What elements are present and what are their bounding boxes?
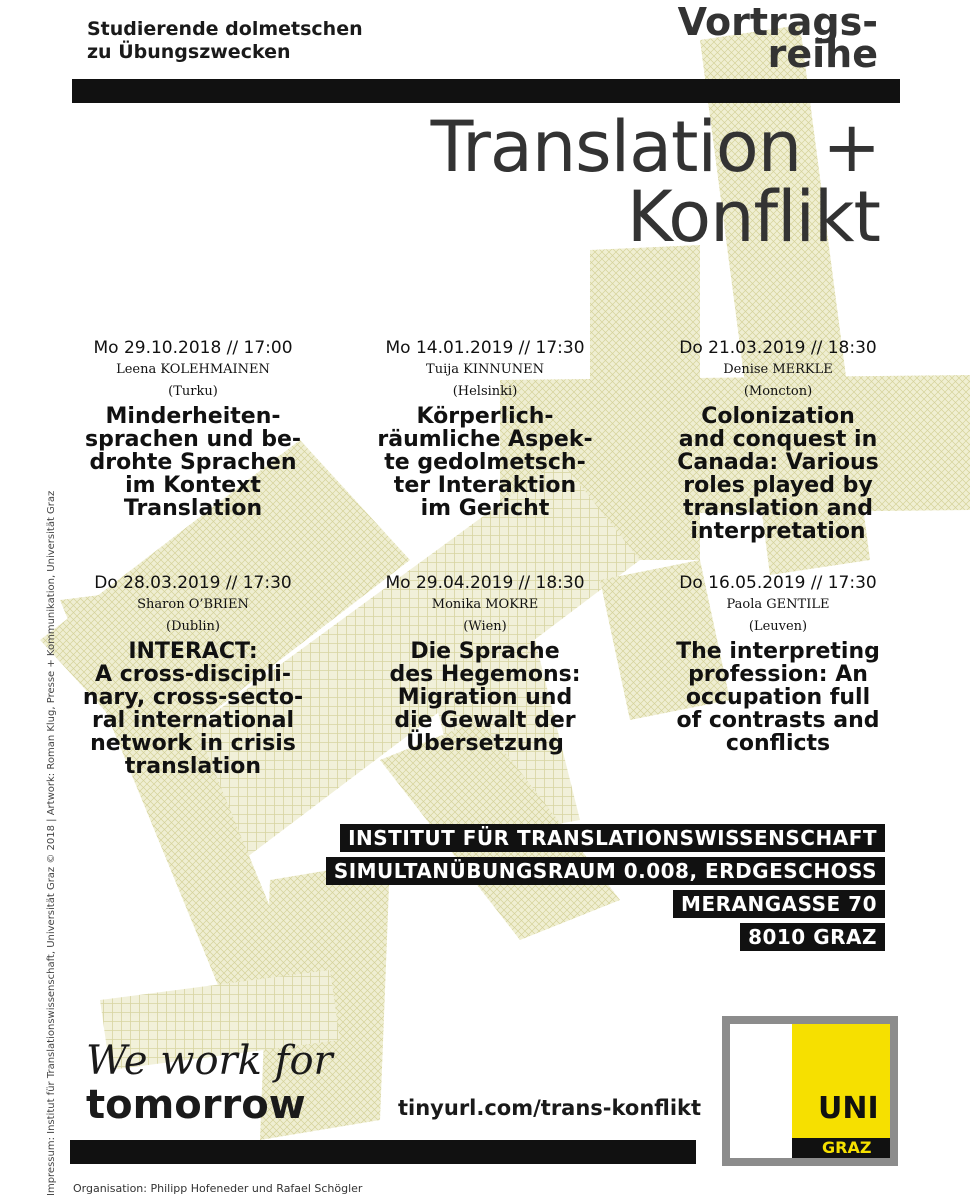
topic-line: Colonization <box>701 404 855 429</box>
subtitle-line-2: zu Übungszwecken <box>87 41 291 63</box>
uni-graz-logo <box>722 1016 898 1166</box>
lecture-5 <box>350 572 620 755</box>
lecture-city: (Moncton) <box>743 384 813 399</box>
lecture-date: Mo 29.10.2018 // 17:00 <box>93 338 293 358</box>
page-title <box>380 106 880 258</box>
topic-line: translation <box>124 754 262 779</box>
series-line-1: Vortrags- <box>677 0 878 44</box>
series-label <box>658 0 878 76</box>
topic-line: A cross-discipli- <box>95 662 291 687</box>
lecture-date: Mo 29.04.2019 // 18:30 <box>385 573 585 593</box>
subtitle <box>87 18 363 64</box>
topic-line: im Gericht <box>420 496 550 521</box>
slogan-line-2: tomorrow <box>86 1082 306 1128</box>
venue-line-2: SIMULTANÜBUNGSRAUM 0.008, ERDGESCHOSS <box>326 857 885 885</box>
lecture-speaker: Monika MOKRE <box>431 597 539 612</box>
lecture-1 <box>58 337 328 520</box>
lecture-speaker: Leena KOLEHMAINEN <box>116 362 270 377</box>
topic-line: die Gewalt der <box>394 708 576 733</box>
topic-line: drohte Sprachen <box>89 450 297 475</box>
lecture-4 <box>58 572 328 778</box>
topic-line: des Hegemons: <box>389 662 581 687</box>
bottom-divider-bar <box>70 1140 696 1164</box>
title-line-2: Konflikt <box>626 176 880 258</box>
lecture-city: (Helsinki) <box>452 384 518 399</box>
lecture-topic <box>58 640 328 778</box>
slogan-line-1: We work for <box>86 1038 333 1084</box>
logo-text-uni: UNI <box>818 1091 879 1126</box>
topic-line: ter Interaktion <box>393 473 577 498</box>
topic-line: roles played by <box>683 473 873 498</box>
lecture-date: Mo 14.01.2019 // 17:30 <box>385 338 585 358</box>
topic-line: of contrasts and <box>676 708 880 733</box>
event-url-link[interactable]: tinyurl.com/trans-konflikt <box>398 1096 702 1120</box>
lecture-city: (Turku) <box>168 384 218 399</box>
subtitle-line-1: Studierende dolmetschen <box>87 18 363 40</box>
topic-line: ral international <box>91 708 295 733</box>
lecture-speaker: Denise MERKLE <box>723 362 833 377</box>
title-line-1: Translation + <box>430 106 880 188</box>
venue-line-1: INSTITUT FÜR TRANSLATIONSWISSENSCHAFT <box>340 824 885 852</box>
topic-line: conflicts <box>725 731 831 756</box>
lecture-topic <box>350 640 620 755</box>
topic-line: Migration und <box>397 685 573 710</box>
lecture-city: (Dublin) <box>166 619 220 634</box>
topic-line: räumliche Aspek- <box>377 427 593 452</box>
topic-line: translation and <box>682 496 874 521</box>
lecture-6 <box>643 572 913 755</box>
venue-block <box>285 823 885 955</box>
topic-line: network in crisis <box>90 731 296 756</box>
lecture-city: (Wien) <box>463 619 507 634</box>
lecture-topic <box>58 405 328 520</box>
topic-line: sprachen und be- <box>84 427 301 452</box>
organisation-note: Organisation: Philipp Hofeneder und Rafael Schögler <box>73 1182 363 1195</box>
topic-line: Die Sprache <box>410 639 560 664</box>
topic-line: im Kontext <box>125 473 261 498</box>
logo-white-panel <box>730 1024 792 1158</box>
topic-line: The interpreting <box>676 639 880 664</box>
topic-line: nary, cross-secto- <box>82 685 304 710</box>
series-line-2: reihe <box>767 32 878 76</box>
topic-line: Translation <box>123 496 263 521</box>
topic-line: Canada: Various <box>677 450 879 475</box>
topic-line: Körperlich- <box>416 404 554 429</box>
lecture-speaker: Paola GENTILE <box>726 597 830 612</box>
topic-line: occupation full <box>685 685 871 710</box>
lecture-3 <box>643 337 913 543</box>
topic-line: te gedolmetsch- <box>384 450 586 475</box>
venue-line-4: 8010 GRAZ <box>740 923 885 951</box>
lecture-2 <box>350 337 620 520</box>
top-divider-bar <box>72 79 900 103</box>
topic-line: interpretation <box>690 519 866 544</box>
topic-line: INTERACT: <box>128 639 258 664</box>
lecture-topic <box>350 405 620 520</box>
lecture-date: Do 16.05.2019 // 17:30 <box>679 573 877 593</box>
topic-line: and conquest in <box>678 427 878 452</box>
lecture-date: Do 28.03.2019 // 17:30 <box>94 573 292 593</box>
lecture-speaker: Sharon O’BRIEN <box>137 597 249 612</box>
logo-text-graz: GRAZ <box>822 1138 872 1157</box>
lecture-topic <box>643 640 913 755</box>
topic-line: Minderheiten- <box>105 404 281 429</box>
venue-line-3: MERANGASSE 70 <box>673 890 885 918</box>
topic-line: profession: An <box>688 662 868 687</box>
lecture-city: (Leuven) <box>748 619 808 634</box>
imprint-text: Impressum: Institut für Translationswissenschaft, Universität Graz © 2018 | Artwork: Roman Klug, Presse + Kommunikation, Universität Graz <box>46 490 57 1196</box>
lecture-topic <box>643 405 913 543</box>
topic-line: Übersetzung <box>406 731 564 756</box>
lecture-speaker: Tuija KINNUNEN <box>426 362 544 377</box>
lecture-date: Do 21.03.2019 // 18:30 <box>679 338 877 358</box>
